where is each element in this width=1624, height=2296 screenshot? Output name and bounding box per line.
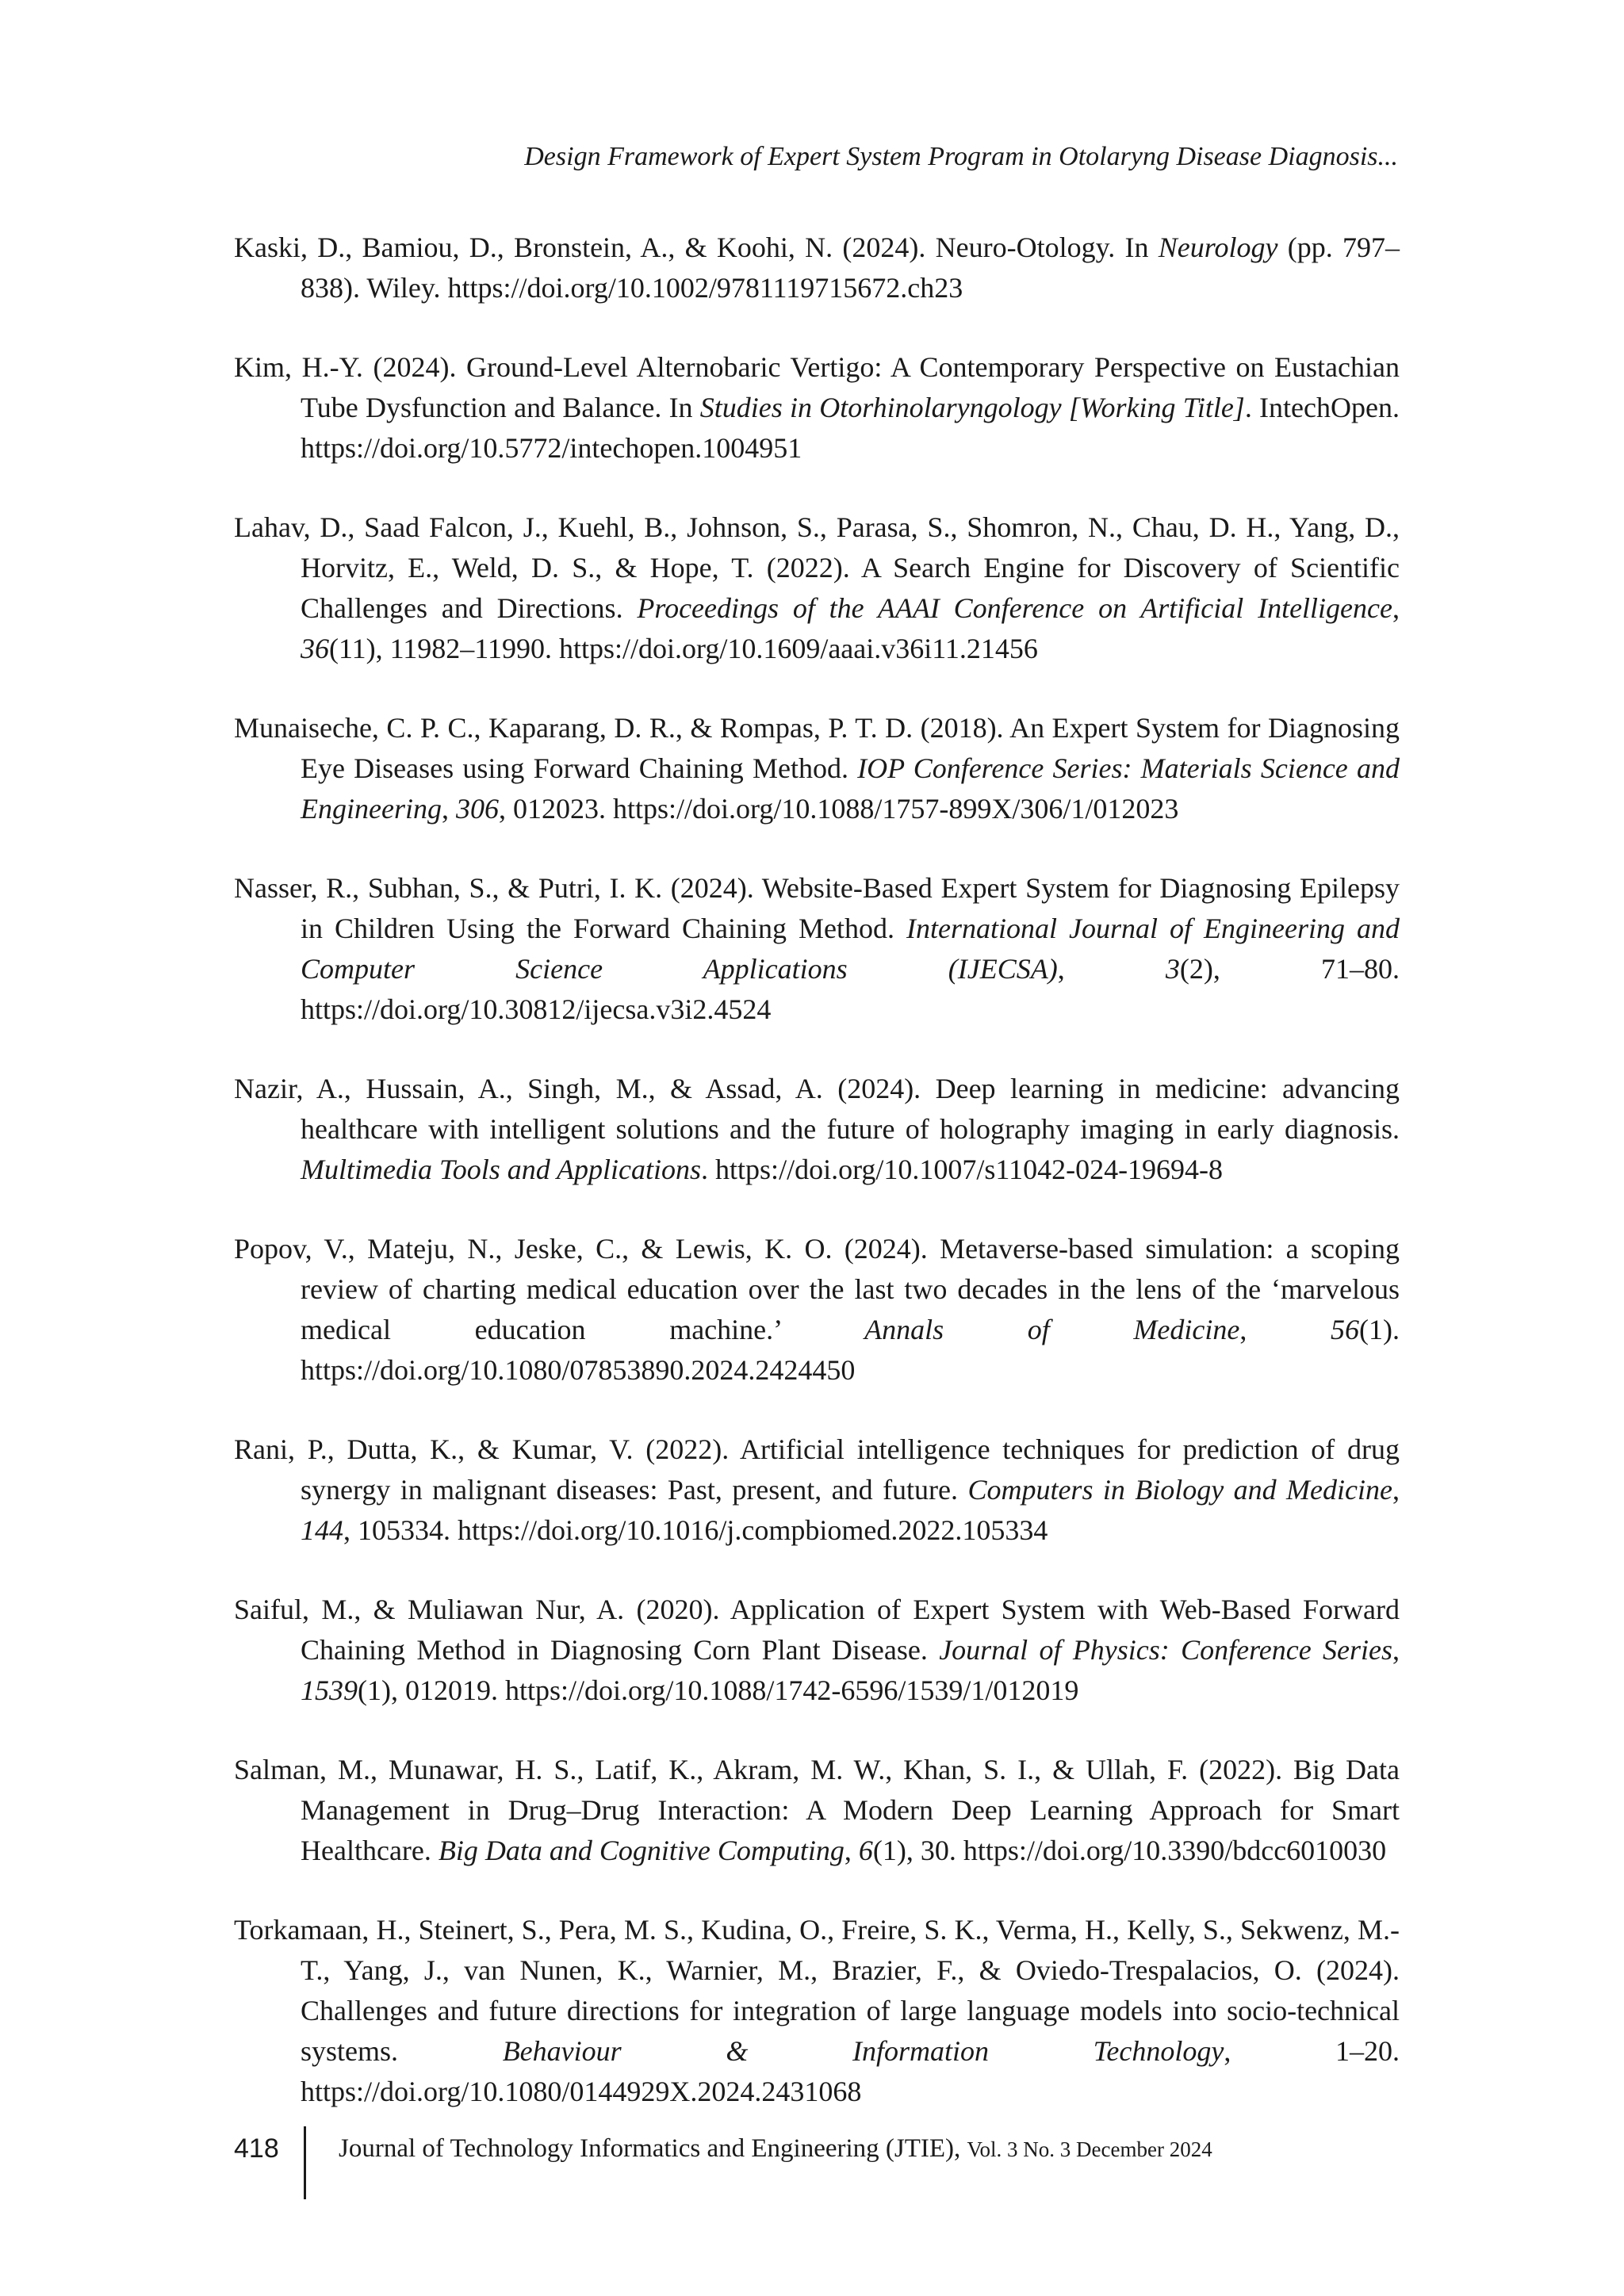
- reference-item: Saiful, M., & Muliawan Nur, A. (2020). Application of Expert System with Web-Based Forward Chaining Method in Diagnosing Corn Plant Disease. Journal of Physics: Conference Series, 1539(1), 012019. https://doi.org/10.1088/1742-6596/1539/1/012019: [234, 1594, 1400, 1706]
- volume-issue: Vol. 3 No. 3 December 2024: [967, 2137, 1212, 2161]
- page-number: 418: [234, 2133, 279, 2164]
- footer-divider: [304, 2126, 306, 2199]
- journal-name: Journal of Technology Informatics and Engineering (JTIE),: [339, 2134, 967, 2163]
- reference-item: Nazir, A., Hussain, A., Singh, M., & Assad, A. (2024). Deep learning in medicine: advancing healthcare with intelligent solutions and the future of holography imaging in early diagnosis. Multimedia Tools and Applications. https://doi.org/10.1007/s11042-024-19694-8: [234, 1073, 1400, 1185]
- reference-item: Salman, M., Munawar, H. S., Latif, K., Akram, M. W., Khan, S. I., & Ullah, F. (2022). Big Data Management in Drug–Drug Interaction: A Modern Deep Learning Approach for Smart Healthcare. Big Data and Cognitive Computing, 6(1), 30. https://doi.org/10.3390/bdcc6010030: [234, 1754, 1400, 1866]
- reference-item: Kim, H.-Y. (2024). Ground-Level Alternobaric Vertigo: A Contemporary Perspective on Eustachian Tube Dysfunction and Balance. In Studies in Otorhinolaryngology [Working Title]. IntechOpen. https://doi.org/10.5772/intechopen.1004951: [234, 351, 1400, 464]
- reference-item: Popov, V., Mateju, N., Jeske, C., & Lewis, K. O. (2024). Metaverse-based simulation: a scoping review of charting medical education over the last two decades in the lens of the ‘marvelous medical education machine.’ Annals of Medicine, 56(1). https://doi.org/10.1080/07853890.2024.2424450: [234, 1233, 1400, 1386]
- reference-item: Kaski, D., Bamiou, D., Bronstein, A., & Koohi, N. (2024). Neuro-Otology. In Neurology (pp. 797–838). Wiley. https://doi.org/10.1002/9781119715672.ch23: [234, 232, 1400, 304]
- reference-list: [234, 228, 1400, 2151]
- journal-citation: [339, 2133, 1212, 2165]
- reference-item: Lahav, D., Saad Falcon, J., Kuehl, B., Johnson, S., Parasa, S., Shomron, N., Chau, D. H., Yang, D., Horvitz, E., Weld, D. S., & Hope, T. (2022). A Search Engine for Discovery of Scientific Challenges and Directions. Proceedings of the AAAI Conference on Artificial Intelligence, 36(11), 11982–11990. https://doi.org/10.1609/aaai.v36i11.21456: [234, 511, 1400, 664]
- running-header: Design Framework of Expert System Program in Otolaryng Disease Diagnosis...: [524, 142, 1398, 171]
- reference-item: Nasser, R., Subhan, S., & Putri, I. K. (2024). Website-Based Expert System for Diagnosing Epilepsy in Children Using the Forward Chaining Method. International Journal of Engineering and Computer Science Applications (IJECSA), 3(2), 71–80. https://doi.org/10.30812/ijecsa.v3i2.4524: [234, 872, 1400, 1025]
- reference-item: Rani, P., Dutta, K., & Kumar, V. (2022). Artificial intelligence techniques for prediction of drug synergy in malignant diseases: Past, present, and future. Computers in Biology and Medicine, 144, 105334. https://doi.org/10.1016/j.compbiomed.2022.105334: [234, 1433, 1400, 1546]
- reference-item: Munaiseche, C. P. C., Kaparang, D. R., & Rompas, P. T. D. (2018). An Expert System for Diagnosing Eye Diseases using Forward Chaining Method. IOP Conference Series: Materials Science and Engineering, 306, 012023. https://doi.org/10.1088/1757-899X/306/1/012023: [234, 712, 1400, 825]
- reference-item: Torkamaan, H., Steinert, S., Pera, M. S., Kudina, O., Freire, S. K., Verma, H., Kelly, S., Sekwenz, M.-T., Yang, J., van Nunen, K., Warnier, M., Brazier, F., & Oviedo-Trespalacios, O. (2024). Challenges and future directions for integration of large language models into socio-technical systems. Behaviour & Information Technology, 1–20. https://doi.org/10.1080/0144929X.2024.2431068: [234, 1914, 1400, 2107]
